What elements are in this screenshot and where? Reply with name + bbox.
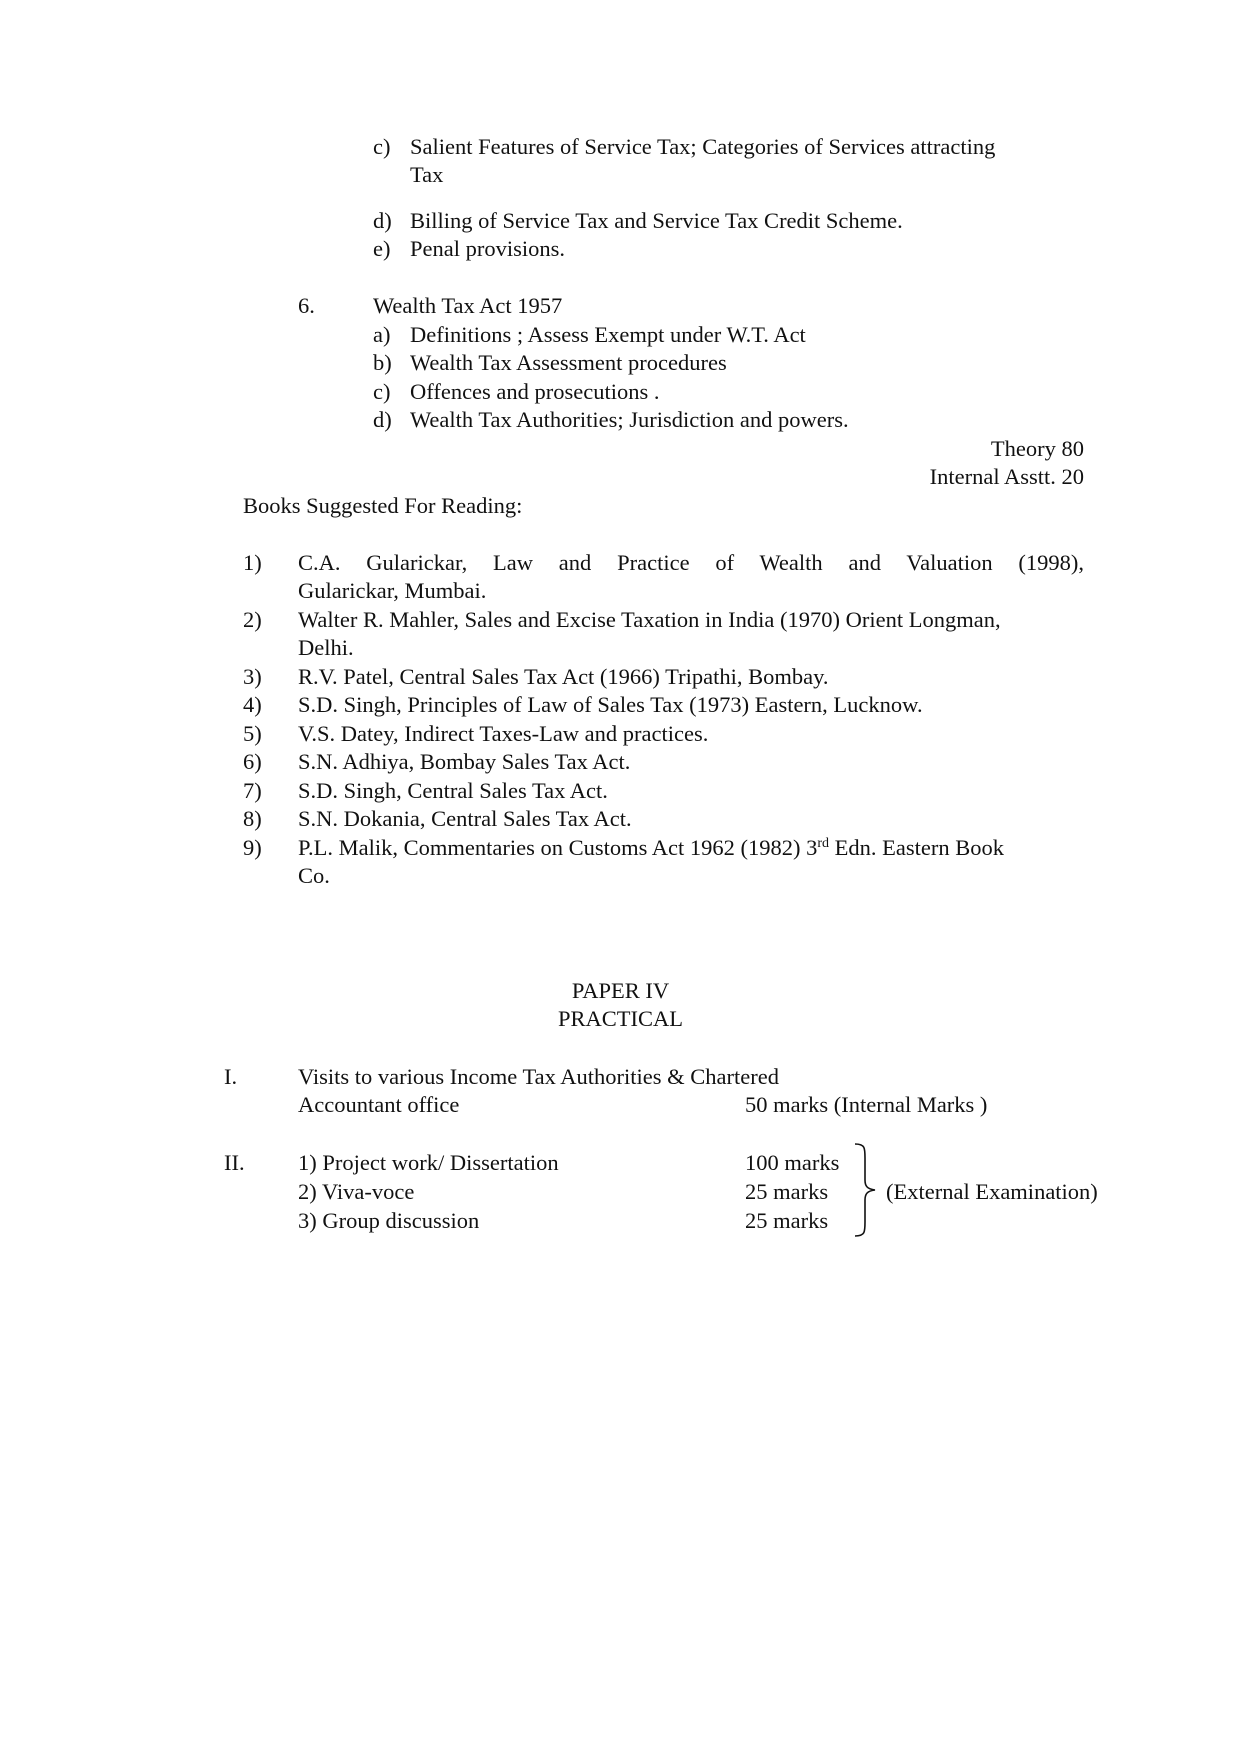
book-number: 7) <box>243 778 262 803</box>
book-entry: S.D. Singh, Central Sales Tax Act. <box>298 778 608 803</box>
ordinal-suffix: rd <box>817 836 830 851</box>
external-exam-note: (External Examination) <box>886 1179 1098 1204</box>
practical-item: 3) Group discussion <box>298 1208 480 1233</box>
book-entry: S.D. Singh, Principles of Law of Sales Tax (1973) Eastern, Lucknow. <box>298 692 923 717</box>
book-entry-cont: Gularickar, Mumbai. <box>298 578 487 603</box>
item-text: Tax <box>410 162 444 187</box>
right-brace-icon <box>853 1142 879 1238</box>
paper-title: PAPER IV <box>571 978 670 1003</box>
paper-subtitle: PRACTICAL <box>557 1006 683 1031</box>
book-number: 2) <box>243 607 262 632</box>
item-label: d) <box>373 208 392 233</box>
item-label: b) <box>373 350 392 375</box>
item-label: d) <box>373 407 392 432</box>
book-entry-cont: Delhi. <box>298 635 354 660</box>
practical-number: I. <box>224 1064 238 1089</box>
practical-item-marks: 100 marks <box>745 1150 840 1175</box>
item-label: a) <box>373 322 391 347</box>
item-label: e) <box>373 236 391 261</box>
item-text: Wealth Tax Assessment procedures <box>410 350 727 375</box>
item-text: Wealth Tax Authorities; Jurisdiction and powers. <box>410 407 849 432</box>
item-label: c) <box>373 379 391 404</box>
book-number: 6) <box>243 749 262 774</box>
book-entry <box>298 834 1004 862</box>
item-label: c) <box>373 134 391 159</box>
item-text: Penal provisions. <box>410 236 565 261</box>
section-number: 6. <box>298 293 315 318</box>
book-number: 1) <box>243 550 262 575</box>
book-entry: R.V. Patel, Central Sales Tax Act (1966) Tripathi, Bombay. <box>298 664 829 689</box>
theory-marks: Theory 80 <box>990 436 1084 461</box>
internal-marks: Internal Asstt. 20 <box>929 464 1084 489</box>
book-entry: C.A. Gularickar, Law and Practice of Wealth and Valuation (1998), <box>298 550 1084 575</box>
practical-item-marks: 25 marks <box>745 1208 829 1233</box>
book-entry: S.N. Adhiya, Bombay Sales Tax Act. <box>298 749 631 774</box>
item-text: Billing of Service Tax and Service Tax Credit Scheme. <box>410 208 903 233</box>
item-text: Definitions ; Assess Exempt under W.T. Act <box>410 322 806 347</box>
book-number: 5) <box>243 721 262 746</box>
item-text: Salient Features of Service Tax; Categories of Services attracting <box>410 134 996 159</box>
practical-marks: 50 marks (Internal Marks ) <box>745 1092 988 1117</box>
book-entry-cont: Co. <box>298 863 330 888</box>
section-title: Wealth Tax Act 1957 <box>373 293 563 318</box>
book-entry: Walter R. Mahler, Sales and Excise Taxation in India (1970) Orient Longman, <box>298 607 1001 632</box>
item-text: Offences and prosecutions . <box>410 379 660 404</box>
practical-item: 2) Viva-voce <box>298 1179 415 1204</box>
practical-number: II. <box>224 1150 245 1175</box>
book-number: 8) <box>243 806 262 831</box>
book-number: 3) <box>243 664 262 689</box>
book-number: 4) <box>243 692 262 717</box>
practical-text: Visits to various Income Tax Authorities & Chartered <box>298 1064 779 1089</box>
book-entry: V.S. Datey, Indirect Taxes-Law and practices. <box>298 721 709 746</box>
book-entry-text: P.L. Malik, Commentaries on Customs Act 1962 (1982) 3 <box>298 835 818 860</box>
book-number: 9) <box>243 835 262 860</box>
practical-text: Accountant office <box>298 1092 460 1117</box>
practical-item: 1) Project work/ Dissertation <box>298 1150 559 1175</box>
practical-item-marks: 25 marks <box>745 1179 829 1204</box>
books-heading: Books Suggested For Reading: <box>243 493 523 518</box>
book-entry: S.N. Dokania, Central Sales Tax Act. <box>298 806 632 831</box>
book-entry-text: Edn. Eastern Book <box>829 835 1004 860</box>
